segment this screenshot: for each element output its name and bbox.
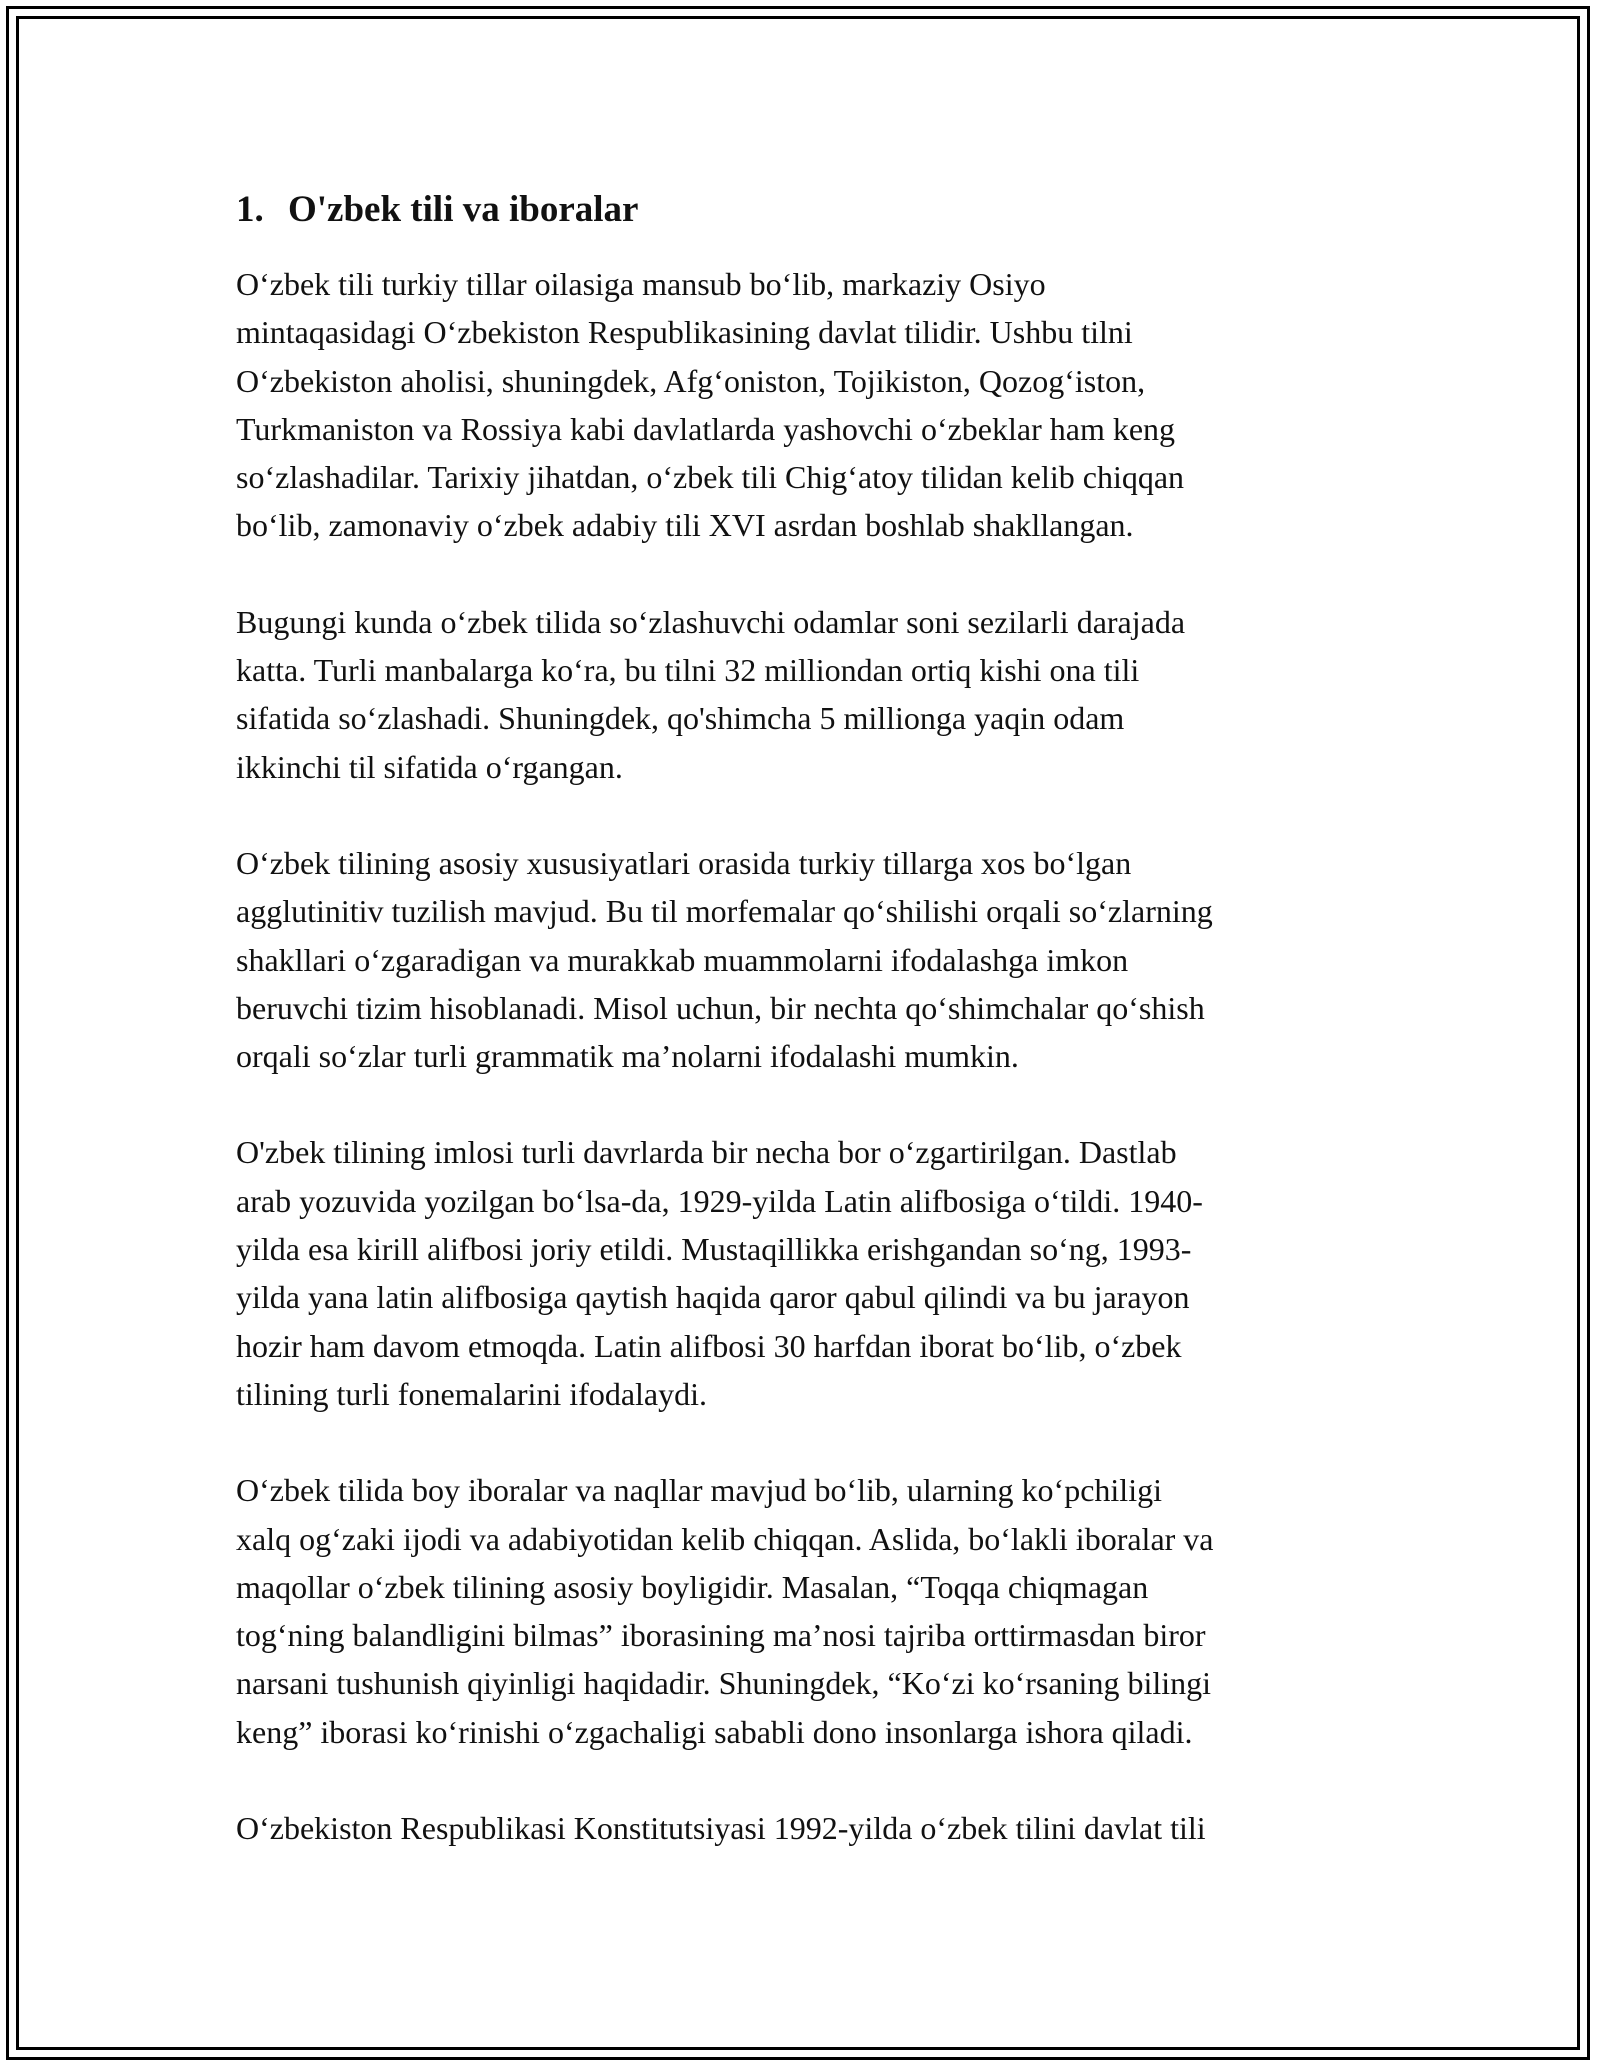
paragraph-line: maqollar o‘zbek tilining asosiy boyligidir. Masalan, “Toqqa chiqmagan <box>236 1568 1149 1605</box>
paragraph-line: yilda yana latin alifbosiga qaytish haqida qaror qabul qilindi va bu jarayon <box>236 1279 1190 1316</box>
paragraph-line: Bugungi kunda o‘zbek tilida so‘zlashuvchi odamlar soni sezilarli darajada <box>236 603 1186 640</box>
paragraph-line: O‘zbekiston aholisi, shuningdek, Afg‘oniston, Tojikiston, Qozog‘iston, <box>236 362 1146 399</box>
section-title: O'zbek tili va iboralar <box>288 189 639 230</box>
paragraph-line: xalq og‘zaki ijodi va adabiyotidan kelib chiqqan. Aslida, bo‘lakli iboralar va <box>236 1520 1214 1557</box>
paragraph-line: Turkmaniston va Rossiya kabi davlatlarda yashovchi o‘zbeklar ham keng <box>236 410 1176 447</box>
paragraph-line: O‘zbek tilida boy iboralar va naqllar mavjud bo‘lib, ularning ko‘pchiligi <box>236 1472 1162 1509</box>
paragraph-line: shakllari o‘zgaradigan va murakkab muammolarni ifodalashga imkon <box>236 941 1129 978</box>
paragraph-line: hozir ham davom etmoqda. Latin alifbosi 30 harfdan iborat bo‘lib, o‘zbek <box>236 1327 1182 1364</box>
paragraph-line: tog‘ning balandligini bilmas” iborasining ma’nosi tajriba orttirmasdan biror <box>236 1617 1206 1654</box>
paragraph-line: O‘zbek tili turkiy tillar oilasiga mansub bo‘lib, markaziy Osiyo <box>236 266 1046 302</box>
paragraph-list <box>236 260 1366 1852</box>
paragraph-line: katta. Turli manbalarga ko‘ra, bu tilni 32 milliondan ortiq kishi ona tili <box>236 652 1140 689</box>
paragraph <box>236 1466 1366 1756</box>
paragraph-line: so‘zlashadilar. Tarixiy jihatdan, o‘zbek tili Chig‘atoy tilidan kelib chiqqan <box>236 459 1185 496</box>
paragraph <box>236 1128 1366 1418</box>
paragraph <box>236 1804 1366 1852</box>
paragraph-line: ikkinchi til sifatida o‘rgangan. <box>236 748 623 785</box>
paragraph-line: orqali so‘zlar turli grammatik ma’nolarni ifodalashi mumkin. <box>236 1038 1019 1075</box>
paragraph-line: agglutinitiv tuzilish mavjud. Bu til morfemalar qo‘shilishi orqali so‘zlarning <box>236 893 1213 930</box>
paragraph-line: beruvchi tizim hisoblanadi. Misol uchun, bir nechta qo‘shimchalar qo‘shish <box>236 989 1205 1026</box>
paragraph-line: narsani tushunish qiyinligi haqidadir. Shuningdek, “Ko‘zi ko‘rsaning bilingi <box>236 1665 1211 1702</box>
paragraph <box>236 839 1366 1080</box>
paragraph-line: arab yozuvida yozilgan bo‘lsa-da, 1929-yilda Latin alifbosiga o‘tildi. 1940- <box>236 1182 1203 1219</box>
paragraph-line: O‘zbek tilining asosiy xususiyatlari orasida turkiy tillarga xos bo‘lgan <box>236 844 1132 881</box>
paragraph-line: mintaqasidagi O‘zbekiston Respublikasining davlat tilidir. Ushbu tilni <box>236 314 1133 351</box>
paragraph-line: bo‘lib, zamonaviy o‘zbek adabiy tili XVI asrdan boshlab shakllangan. <box>236 507 1134 544</box>
paragraph <box>236 598 1366 791</box>
document-body <box>236 186 1366 1900</box>
paragraph-line: sifatida so‘zlashadi. Shuningdek, qo'shimcha 5 millionga yaqin odam <box>236 700 1125 737</box>
section-heading <box>236 186 1366 234</box>
paragraph-line: tilining turli fonemalarini ifodalaydi. <box>236 1375 707 1412</box>
paragraph-line: O'zbek tilining imlosi turli davrlarda bir necha bor o‘zgartirilgan. Dastlab <box>236 1134 1177 1171</box>
paragraph-line: O‘zbekiston Respublikasi Konstitutsiyasi 1992-yilda o‘zbek tilini davlat tili <box>236 1810 1206 1847</box>
paragraph-line: keng” iborasi ko‘rinishi o‘zgachaligi sababli dono insonlarga ishora qiladi. <box>236 1713 1193 1750</box>
section-number: 1. <box>236 189 264 230</box>
paragraph-line: yilda esa kirill alifbosi joriy etildi. Mustaqillikka erishgandan so‘ng, 1993- <box>236 1231 1192 1268</box>
paragraph <box>236 260 1366 550</box>
